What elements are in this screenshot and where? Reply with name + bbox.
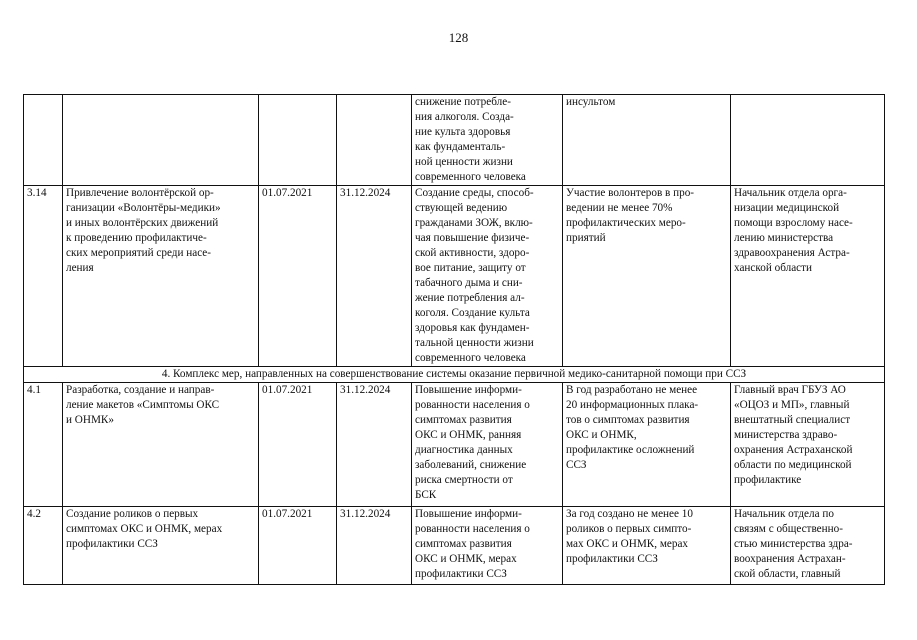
start-date-cell — [259, 95, 337, 186]
activity-name-cell — [63, 95, 259, 186]
activity-name-cell: Разработка, создание и направ- ление макетов «Симптомы ОКС и ОНМК» — [63, 383, 259, 507]
section-header-row — [24, 367, 885, 383]
section-title: 4. Комплекс мер, направленных на совершенствование системы оказание первичной медико-санитарной помощи при ССЗ — [24, 367, 885, 383]
activity-name-cell: Создание роликов о первых симптомах ОКС и ОНМК, мерах профилактики ССЗ — [63, 507, 259, 585]
expected-result-cell: Повышение информи- рованности населения о симптомах развития ОКС и ОНМК, ранняя диагностика данных заболеваний, снижение риска смертности от БСК — [412, 383, 563, 507]
row-number-cell: 4.1 — [24, 383, 63, 507]
start-date-cell: 01.07.2021 — [259, 186, 337, 367]
end-date-cell: 31.12.2024 — [337, 507, 412, 585]
indicator-cell: Участие волонтеров в про- ведении не менее 70% профилактических меро- приятий — [563, 186, 731, 367]
responsible-cell: Начальник отдела орга- низации медицинской помощи взрослому насе- лению министерства здравоохранения Астра- ханской области — [731, 186, 885, 367]
table-row — [24, 95, 885, 186]
start-date-cell: 01.07.2021 — [259, 383, 337, 507]
row-number-cell — [24, 95, 63, 186]
responsible-cell: Начальник отдела по связям с общественно- стью министерства здра- воохранения Астрахан- ской области, главный — [731, 507, 885, 585]
expected-result-cell: снижение потребле- ния алкоголя. Созда- ние культа здоровья как фундаменталь- ной ценности жизни современного человека — [412, 95, 563, 186]
row-number-cell: 4.2 — [24, 507, 63, 585]
indicator-cell: инсультом — [563, 95, 731, 186]
indicator-cell: В год разработано не менее 20 информационных плака- тов о симптомах развития ОКС и ОНМК, профилактике осложнений ССЗ — [563, 383, 731, 507]
page-number: 128 — [448, 30, 469, 45]
start-date-cell: 01.07.2021 — [259, 507, 337, 585]
table-row — [24, 507, 885, 585]
expected-result-cell: Повышение информи- рованности населения о симптомах развития ОКС и ОНМК, мерах профилактики ССЗ — [412, 507, 563, 585]
indicator-cell: За год создано не менее 10 роликов о первых симпто- мах ОКС и ОНМК, мерах профилактики ССЗ — [563, 507, 731, 585]
responsible-cell: Главный врач ГБУЗ АО «ОЦОЗ и МП», главный внештатный специалист министерства здраво- охранения Астраханской области по медицинской профилактике — [731, 383, 885, 507]
responsible-cell — [731, 95, 885, 186]
end-date-cell: 31.12.2024 — [337, 186, 412, 367]
table-row — [24, 383, 885, 507]
activity-name-cell: Привлечение волонтёрской ор- ганизации «Волонтёры-медики» и иных волонтёрских движений к проведению профилактиче- ских мероприятий среди насе- ления — [63, 186, 259, 367]
activity-plan-table — [23, 94, 885, 585]
end-date-cell: 31.12.2024 — [337, 383, 412, 507]
expected-result-cell: Создание среды, способ- ствующей ведению гражданами ЗОЖ, вклю- чая повышение физиче- ской активности, здоро- вое питание, защиту от табачного дыма и сни- жение потребления ал- коголя. Создание культа здоровья как фундамен- тальной ценности жизни современного человека — [412, 186, 563, 367]
row-number-cell: 3.14 — [24, 186, 63, 367]
end-date-cell — [337, 95, 412, 186]
table-row — [24, 186, 885, 367]
